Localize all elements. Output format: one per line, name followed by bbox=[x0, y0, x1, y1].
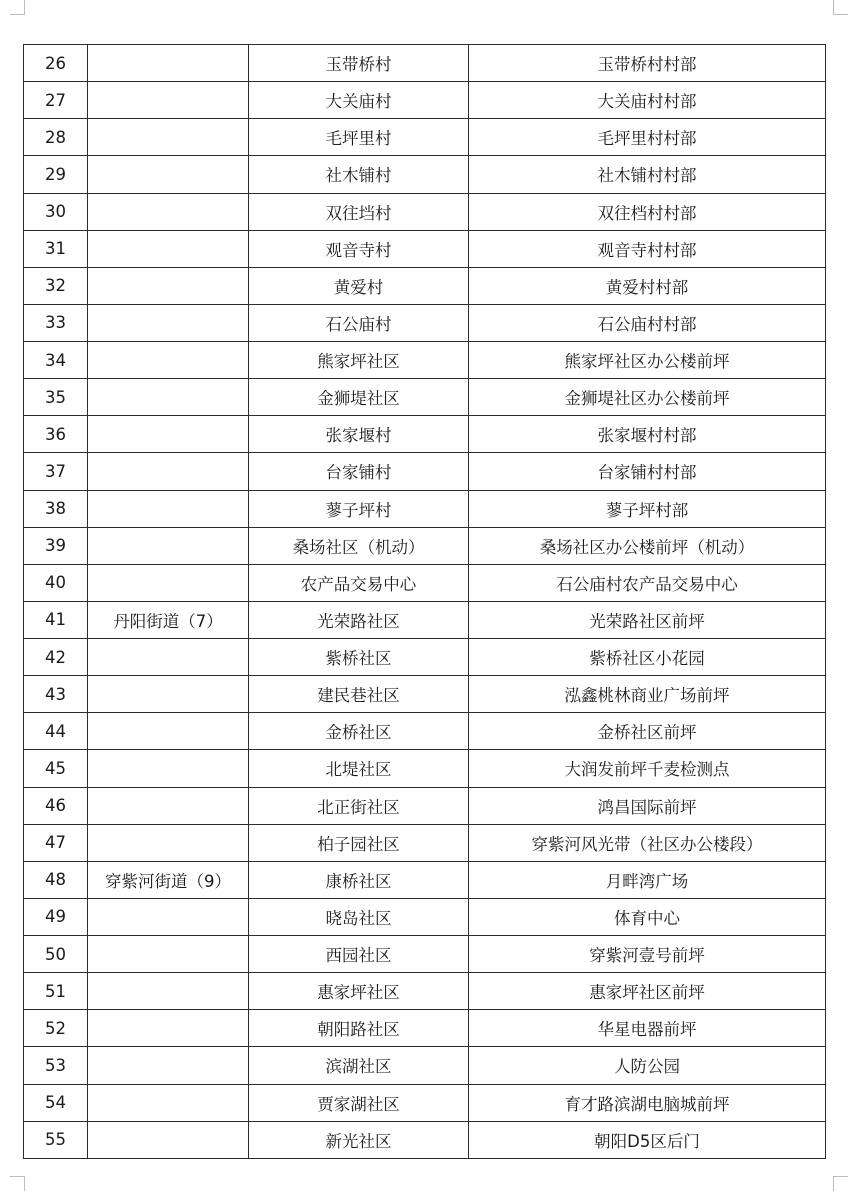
testing-site-cell: 张家堰村村部 bbox=[469, 416, 826, 453]
street-name-cell bbox=[88, 787, 249, 824]
table-row bbox=[24, 1010, 826, 1047]
testing-site-cell: 毛坪里村村部 bbox=[469, 119, 826, 156]
street-name-cell: 穿紫河街道（9） bbox=[88, 861, 249, 898]
testing-site-cell: 朝阳D5区后门 bbox=[469, 1121, 826, 1158]
row-number-cell: 47 bbox=[24, 824, 88, 861]
street-name-cell bbox=[88, 45, 249, 82]
crop-mark-bottom-right bbox=[833, 1176, 848, 1191]
row-number-cell: 52 bbox=[24, 1010, 88, 1047]
street-name-cell bbox=[88, 1121, 249, 1158]
community-name-cell: 张家堰村 bbox=[249, 416, 469, 453]
testing-site-cell: 双往档村村部 bbox=[469, 193, 826, 230]
community-name-cell: 熊家坪社区 bbox=[249, 342, 469, 379]
street-name-cell bbox=[88, 824, 249, 861]
row-number-cell: 36 bbox=[24, 416, 88, 453]
table-row bbox=[24, 119, 826, 156]
community-name-cell: 北正街社区 bbox=[249, 787, 469, 824]
table-row bbox=[24, 824, 826, 861]
table-row bbox=[24, 898, 826, 935]
street-name-cell bbox=[88, 936, 249, 973]
street-name-cell bbox=[88, 342, 249, 379]
testing-site-cell: 观音寺村村部 bbox=[469, 230, 826, 267]
community-name-cell: 康桥社区 bbox=[249, 861, 469, 898]
community-name-cell: 金狮堤社区 bbox=[249, 379, 469, 416]
community-name-cell: 紫桥社区 bbox=[249, 639, 469, 676]
row-number-cell: 33 bbox=[24, 304, 88, 341]
table-row bbox=[24, 342, 826, 379]
table-row bbox=[24, 45, 826, 82]
testing-site-cell: 玉带桥村村部 bbox=[469, 45, 826, 82]
community-name-cell: 贾家湖社区 bbox=[249, 1084, 469, 1121]
table-row bbox=[24, 156, 826, 193]
community-name-cell: 蓼子坪村 bbox=[249, 490, 469, 527]
table-row bbox=[24, 193, 826, 230]
row-number-cell: 40 bbox=[24, 564, 88, 601]
table-row bbox=[24, 1047, 826, 1084]
row-number-cell: 43 bbox=[24, 676, 88, 713]
row-number-cell: 45 bbox=[24, 750, 88, 787]
street-name-cell bbox=[88, 193, 249, 230]
table-row bbox=[24, 861, 826, 898]
street-name-cell bbox=[88, 898, 249, 935]
street-name-cell: 丹阳街道（7） bbox=[88, 601, 249, 638]
table-row bbox=[24, 750, 826, 787]
street-name-cell bbox=[88, 713, 249, 750]
community-name-cell: 西园社区 bbox=[249, 936, 469, 973]
community-name-cell: 双往垱村 bbox=[249, 193, 469, 230]
crop-mark-bottom-left bbox=[10, 1176, 25, 1191]
row-number-cell: 39 bbox=[24, 527, 88, 564]
row-number-cell: 28 bbox=[24, 119, 88, 156]
testing-sites-table bbox=[23, 44, 826, 1159]
testing-site-cell: 社木铺村村部 bbox=[469, 156, 826, 193]
row-number-cell: 46 bbox=[24, 787, 88, 824]
community-name-cell: 玉带桥村 bbox=[249, 45, 469, 82]
testing-site-cell: 穿紫河壹号前坪 bbox=[469, 936, 826, 973]
row-number-cell: 27 bbox=[24, 82, 88, 119]
table-body bbox=[24, 45, 826, 1159]
row-number-cell: 44 bbox=[24, 713, 88, 750]
community-name-cell: 农产品交易中心 bbox=[249, 564, 469, 601]
table-row bbox=[24, 639, 826, 676]
testing-site-cell: 蓼子坪村部 bbox=[469, 490, 826, 527]
testing-site-cell: 泓鑫桃林商业广场前坪 bbox=[469, 676, 826, 713]
street-name-cell bbox=[88, 973, 249, 1010]
street-name-cell bbox=[88, 750, 249, 787]
row-number-cell: 48 bbox=[24, 861, 88, 898]
row-number-cell: 31 bbox=[24, 230, 88, 267]
community-name-cell: 柏子园社区 bbox=[249, 824, 469, 861]
community-name-cell: 大关庙村 bbox=[249, 82, 469, 119]
street-name-cell bbox=[88, 267, 249, 304]
testing-site-cell: 桑场社区办公楼前坪（机动） bbox=[469, 527, 826, 564]
testing-site-cell: 熊家坪社区办公楼前坪 bbox=[469, 342, 826, 379]
community-name-cell: 黄爱村 bbox=[249, 267, 469, 304]
row-number-cell: 49 bbox=[24, 898, 88, 935]
table-row bbox=[24, 1121, 826, 1158]
community-name-cell: 社木铺村 bbox=[249, 156, 469, 193]
table-row bbox=[24, 379, 826, 416]
street-name-cell bbox=[88, 676, 249, 713]
table-row bbox=[24, 490, 826, 527]
table-row bbox=[24, 973, 826, 1010]
table-row bbox=[24, 527, 826, 564]
street-name-cell bbox=[88, 416, 249, 453]
testing-site-cell: 大润发前坪千麦检测点 bbox=[469, 750, 826, 787]
row-number-cell: 38 bbox=[24, 490, 88, 527]
row-number-cell: 54 bbox=[24, 1084, 88, 1121]
community-name-cell: 朝阳路社区 bbox=[249, 1010, 469, 1047]
crop-mark-top-right bbox=[833, 0, 848, 15]
table-row bbox=[24, 713, 826, 750]
community-name-cell: 惠家坪社区 bbox=[249, 973, 469, 1010]
community-name-cell: 建民巷社区 bbox=[249, 676, 469, 713]
table-row bbox=[24, 416, 826, 453]
row-number-cell: 26 bbox=[24, 45, 88, 82]
table-row bbox=[24, 453, 826, 490]
crop-mark-top-left bbox=[10, 0, 25, 15]
row-number-cell: 29 bbox=[24, 156, 88, 193]
street-name-cell bbox=[88, 230, 249, 267]
testing-site-cell: 体育中心 bbox=[469, 898, 826, 935]
row-number-cell: 41 bbox=[24, 601, 88, 638]
street-name-cell bbox=[88, 1084, 249, 1121]
testing-site-cell: 育才路滨湖电脑城前坪 bbox=[469, 1084, 826, 1121]
street-name-cell bbox=[88, 564, 249, 601]
table-row bbox=[24, 564, 826, 601]
testing-site-cell: 华星电器前坪 bbox=[469, 1010, 826, 1047]
street-name-cell bbox=[88, 1047, 249, 1084]
community-name-cell: 晓岛社区 bbox=[249, 898, 469, 935]
table-row bbox=[24, 787, 826, 824]
community-name-cell: 台家铺村 bbox=[249, 453, 469, 490]
community-name-cell: 滨湖社区 bbox=[249, 1047, 469, 1084]
street-name-cell bbox=[88, 304, 249, 341]
row-number-cell: 42 bbox=[24, 639, 88, 676]
row-number-cell: 51 bbox=[24, 973, 88, 1010]
table-row bbox=[24, 267, 826, 304]
street-name-cell bbox=[88, 453, 249, 490]
community-name-cell: 北堤社区 bbox=[249, 750, 469, 787]
row-number-cell: 34 bbox=[24, 342, 88, 379]
table-row bbox=[24, 230, 826, 267]
table-row bbox=[24, 304, 826, 341]
testing-site-cell: 石公庙村农产品交易中心 bbox=[469, 564, 826, 601]
testing-site-cell: 金桥社区前坪 bbox=[469, 713, 826, 750]
testing-site-cell: 台家铺村村部 bbox=[469, 453, 826, 490]
table-row bbox=[24, 82, 826, 119]
community-name-cell: 石公庙村 bbox=[249, 304, 469, 341]
testing-site-cell: 鸿昌国际前坪 bbox=[469, 787, 826, 824]
community-name-cell: 金桥社区 bbox=[249, 713, 469, 750]
community-name-cell: 毛坪里村 bbox=[249, 119, 469, 156]
community-name-cell: 观音寺村 bbox=[249, 230, 469, 267]
row-number-cell: 53 bbox=[24, 1047, 88, 1084]
table-row bbox=[24, 1084, 826, 1121]
row-number-cell: 30 bbox=[24, 193, 88, 230]
table-row bbox=[24, 676, 826, 713]
testing-site-cell: 金狮堤社区办公楼前坪 bbox=[469, 379, 826, 416]
street-name-cell bbox=[88, 119, 249, 156]
row-number-cell: 35 bbox=[24, 379, 88, 416]
street-name-cell bbox=[88, 490, 249, 527]
testing-site-cell: 紫桥社区小花园 bbox=[469, 639, 826, 676]
street-name-cell bbox=[88, 379, 249, 416]
community-name-cell: 桑场社区（机动） bbox=[249, 527, 469, 564]
street-name-cell bbox=[88, 1010, 249, 1047]
street-name-cell bbox=[88, 527, 249, 564]
street-name-cell bbox=[88, 156, 249, 193]
testing-site-cell: 黄爱村村部 bbox=[469, 267, 826, 304]
street-name-cell bbox=[88, 639, 249, 676]
testing-site-cell: 石公庙村村部 bbox=[469, 304, 826, 341]
testing-site-cell: 穿紫河风光带（社区办公楼段） bbox=[469, 824, 826, 861]
street-name-cell bbox=[88, 82, 249, 119]
community-name-cell: 新光社区 bbox=[249, 1121, 469, 1158]
table-row bbox=[24, 936, 826, 973]
testing-site-cell: 惠家坪社区前坪 bbox=[469, 973, 826, 1010]
row-number-cell: 32 bbox=[24, 267, 88, 304]
testing-site-cell: 大关庙村村部 bbox=[469, 82, 826, 119]
row-number-cell: 37 bbox=[24, 453, 88, 490]
table-row bbox=[24, 601, 826, 638]
testing-site-cell: 人防公园 bbox=[469, 1047, 826, 1084]
row-number-cell: 50 bbox=[24, 936, 88, 973]
testing-site-cell: 光荣路社区前坪 bbox=[469, 601, 826, 638]
testing-site-cell: 月畔湾广场 bbox=[469, 861, 826, 898]
community-name-cell: 光荣路社区 bbox=[249, 601, 469, 638]
row-number-cell: 55 bbox=[24, 1121, 88, 1158]
